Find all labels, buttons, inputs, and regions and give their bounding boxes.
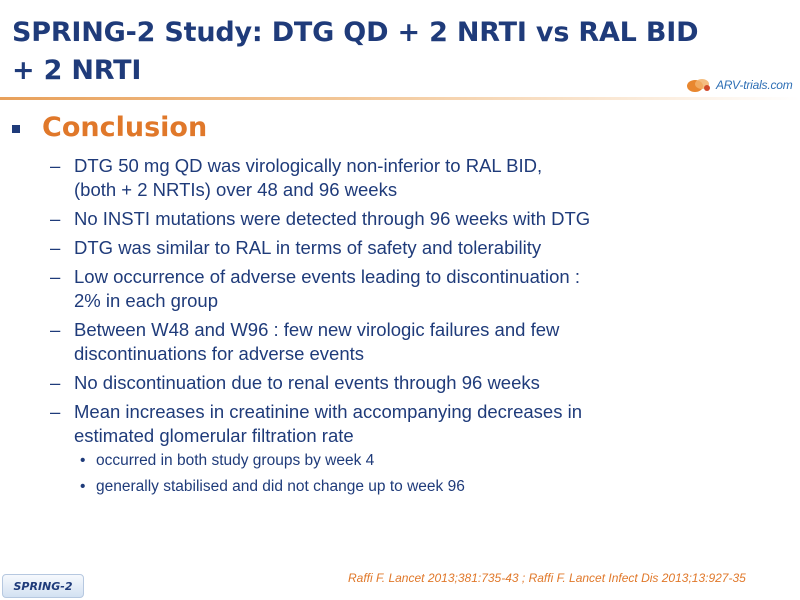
list-item (50, 400, 750, 498)
list-item (50, 318, 750, 366)
arv-trials-logo-icon (685, 76, 713, 94)
dash-icon: – (50, 155, 61, 176)
list-item (50, 207, 750, 231)
list-item (50, 265, 750, 313)
sub-list-item-text: occurred in both study groups by week 4 (96, 452, 375, 469)
footer-badge-label: SPRING-2 (13, 579, 73, 593)
list-item (50, 154, 750, 202)
footer-badge (2, 574, 84, 598)
list-item-text: Low occurrence of adverse events leading to discontinuation : 2% in each group (74, 266, 580, 311)
logo-text: ARV-trials.com (716, 78, 793, 92)
arv-trials-logo (685, 74, 793, 96)
title-divider (0, 97, 800, 100)
bullet-dot-icon: • (80, 452, 86, 469)
sub-list-item-text: generally stabilised and did not change up to week 96 (96, 478, 465, 495)
bullet-dot-icon: • (80, 478, 86, 495)
dash-icon: – (50, 208, 61, 229)
dash-icon: – (50, 319, 61, 340)
slide-title (12, 14, 702, 90)
square-bullet-icon (12, 125, 20, 133)
list-item-text: DTG was similar to RAL in terms of safety and tolerability (74, 237, 542, 258)
dash-icon: – (50, 372, 61, 393)
reference-citation: Raffi F. Lancet 2013;381:735-43 ; Raffi F. Lancet Infect Dis 2013;13:927-35 (348, 571, 746, 585)
list-item-text: Between W48 and W96 : few new virologic failures and few discontinuations for adverse events (74, 319, 560, 364)
dash-icon: – (50, 401, 61, 422)
section-title: Conclusion (42, 112, 208, 143)
conclusion-header (12, 110, 207, 146)
dash-icon: – (50, 266, 61, 287)
dash-icon: – (50, 237, 61, 258)
list-item (50, 371, 750, 395)
list-item-text: Mean increases in creatinine with accompanying decreases in estimated glomerular filtration rate (74, 401, 582, 446)
sub-list-item (74, 450, 750, 472)
sub-list-item (74, 476, 750, 498)
slide-title-text: SPRING-2 Study: DTG QD + 2 NRTI vs RAL BID + 2 NRTI (12, 17, 699, 86)
list-item-text: DTG 50 mg QD was virologically non-inferior to RAL BID, (both + 2 NRTIs) over 48 and 96 weeks (74, 155, 543, 200)
list-item-text: No INSTI mutations were detected through 96 weeks with DTG (74, 208, 591, 229)
list-item (50, 236, 750, 260)
list-item-text: No discontinuation due to renal events through 96 weeks (74, 372, 540, 393)
conclusion-list (50, 154, 750, 503)
sub-list (74, 450, 750, 498)
